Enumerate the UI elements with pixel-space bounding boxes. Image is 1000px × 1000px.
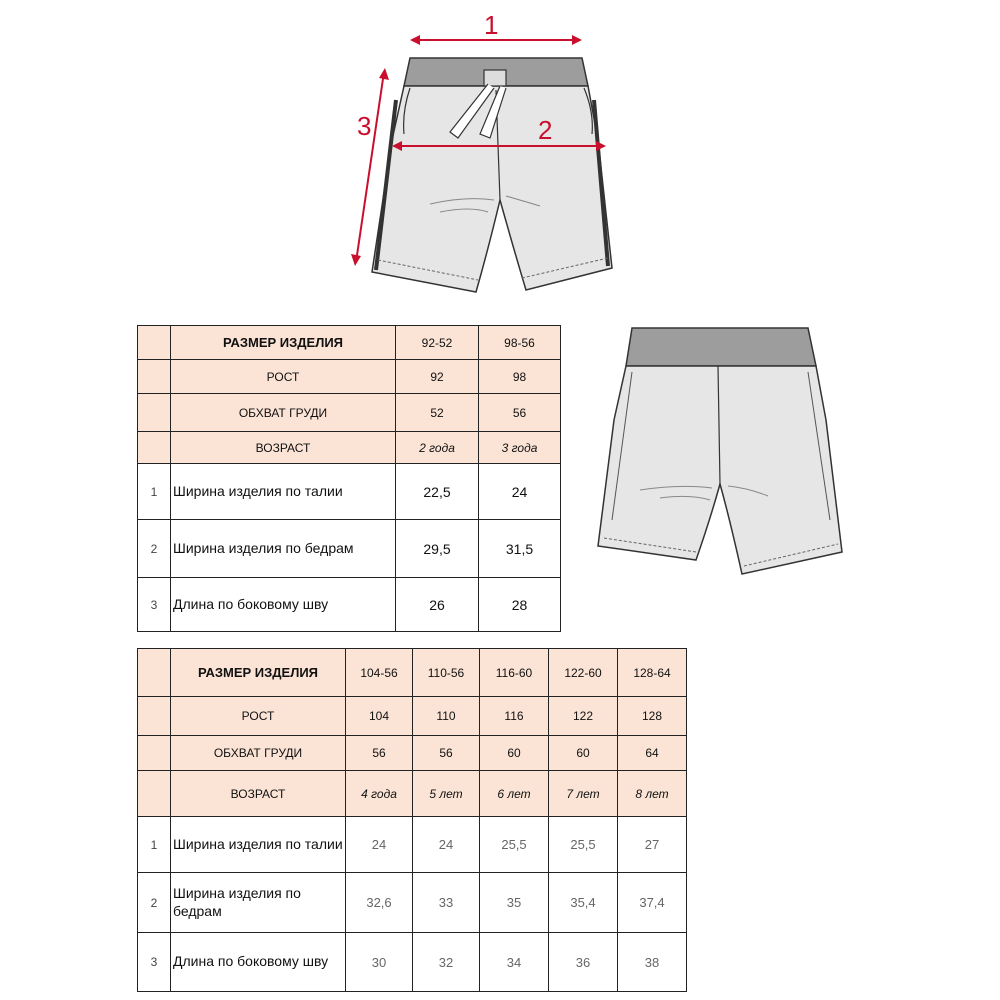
row-label: Длина по боковому шву (171, 933, 346, 992)
size-value: 98-56 (479, 326, 561, 360)
drawstring-knot (484, 70, 506, 86)
chest-value: 56 (346, 736, 413, 771)
age-value: 3 года (479, 432, 561, 464)
chest-value: 60 (480, 736, 549, 771)
cell-empty (138, 771, 171, 817)
cell-empty (138, 697, 171, 736)
row-value: 22,5 (396, 464, 479, 520)
age-value: 6 лет (480, 771, 549, 817)
height-value: 116 (480, 697, 549, 736)
table-row (138, 326, 561, 360)
size-table-large (137, 648, 687, 992)
row-number: 2 (138, 520, 171, 578)
table-row (138, 578, 561, 632)
row-value: 24 (346, 817, 413, 873)
size-value: 92-52 (396, 326, 479, 360)
table-row (138, 649, 687, 697)
measure-label-2: 2 (538, 115, 553, 145)
cell-empty (138, 394, 171, 432)
table-row (138, 432, 561, 464)
row-value: 34 (480, 933, 549, 992)
back-waistband (626, 328, 816, 366)
row-value: 35,4 (549, 873, 618, 933)
row-value: 26 (396, 578, 479, 632)
size-value: 116-60 (480, 649, 549, 697)
height-value: 98 (479, 360, 561, 394)
chest-value: 56 (413, 736, 480, 771)
row-number: 3 (138, 933, 171, 992)
shorts-front-diagram (330, 5, 630, 305)
row-value: 32 (413, 933, 480, 992)
row-value: 30 (346, 933, 413, 992)
size-value: 122-60 (549, 649, 618, 697)
chest-value: 64 (618, 736, 687, 771)
table-row (138, 697, 687, 736)
row-value: 33 (413, 873, 480, 933)
row-value: 36 (549, 933, 618, 992)
row-number: 1 (138, 464, 171, 520)
age-header-label: ВОЗРАСТ (171, 771, 346, 817)
row-number: 1 (138, 817, 171, 873)
height-value: 92 (396, 360, 479, 394)
size-table-small (137, 325, 561, 632)
chest-header-label: ОБХВАТ ГРУДИ (171, 394, 396, 432)
size-value: 104-56 (346, 649, 413, 697)
height-value: 128 (618, 697, 687, 736)
row-value: 25,5 (549, 817, 618, 873)
row-number: 3 (138, 578, 171, 632)
table-row (138, 736, 687, 771)
row-value: 31,5 (479, 520, 561, 578)
table-row (138, 360, 561, 394)
cell-empty (138, 360, 171, 394)
row-value: 38 (618, 933, 687, 992)
row-value: 24 (479, 464, 561, 520)
table-row (138, 464, 561, 520)
height-value: 110 (413, 697, 480, 736)
row-number: 2 (138, 873, 171, 933)
row-label: Длина по боковому шву (171, 578, 396, 632)
cell-empty (138, 649, 171, 697)
row-value: 24 (413, 817, 480, 873)
height-value: 104 (346, 697, 413, 736)
age-value: 7 лет (549, 771, 618, 817)
measure-label-1: 1 (484, 10, 499, 40)
cell-empty (138, 326, 171, 360)
chest-header-label: ОБХВАТ ГРУДИ (171, 736, 346, 771)
age-value: 5 лет (413, 771, 480, 817)
height-header-label: РОСТ (171, 697, 346, 736)
row-value: 27 (618, 817, 687, 873)
table-row (138, 873, 687, 933)
row-value: 25,5 (480, 817, 549, 873)
table-row (138, 933, 687, 992)
table-row (138, 771, 687, 817)
chest-value: 56 (479, 394, 561, 432)
table-row (138, 394, 561, 432)
row-value: 35 (480, 873, 549, 933)
table-row (138, 520, 561, 578)
size-value: 110-56 (413, 649, 480, 697)
size-header-label: РАЗМЕР ИЗДЕЛИЯ (171, 326, 396, 360)
height-header-label: РОСТ (171, 360, 396, 394)
cell-empty (138, 432, 171, 464)
row-value: 29,5 (396, 520, 479, 578)
shorts-back-diagram (590, 320, 850, 580)
size-value: 128-64 (618, 649, 687, 697)
row-value: 28 (479, 578, 561, 632)
cell-empty (138, 736, 171, 771)
row-value: 32,6 (346, 873, 413, 933)
age-value: 2 года (396, 432, 479, 464)
row-label: Ширина изделия по бедрам (171, 873, 346, 933)
age-value: 4 года (346, 771, 413, 817)
size-header-label: РАЗМЕР ИЗДЕЛИЯ (171, 649, 346, 697)
height-value: 122 (549, 697, 618, 736)
row-label: Ширина изделия по талии (171, 817, 346, 873)
age-value: 8 лет (618, 771, 687, 817)
chest-value: 60 (549, 736, 618, 771)
table-row (138, 817, 687, 873)
row-label: Ширина изделия по талии (171, 464, 396, 520)
row-value: 37,4 (618, 873, 687, 933)
chest-value: 52 (396, 394, 479, 432)
measure-label-3: 3 (357, 111, 372, 141)
row-label: Ширина изделия по бедрам (171, 520, 396, 578)
age-header-label: ВОЗРАСТ (171, 432, 396, 464)
